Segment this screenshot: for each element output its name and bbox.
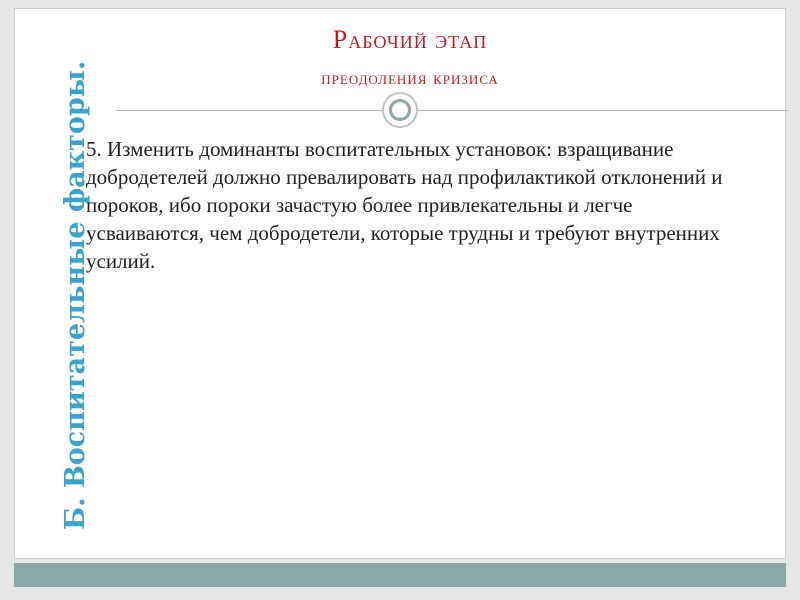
body-paragraph: 5. Изменить доминанты воспитательных установок: взращивание добродетелей должно превалировать над профилактикой отклонений и пороков, ибо пороки зачастую более привлекательны и легче усваиваются, чем добродетели, которые трудны и требуют внутренних усилий.	[86, 137, 723, 273]
circle-ornament-inner	[389, 99, 411, 121]
title-divider	[116, 110, 788, 111]
side-title: Б. Воспитательные факторы.	[60, 60, 91, 530]
slide-subtitle: преодоления кризиса	[321, 68, 499, 89]
circle-ornament-icon	[382, 92, 418, 128]
slide-title: Рабочий этап	[332, 25, 488, 54]
bottom-accent-bar	[14, 563, 786, 587]
